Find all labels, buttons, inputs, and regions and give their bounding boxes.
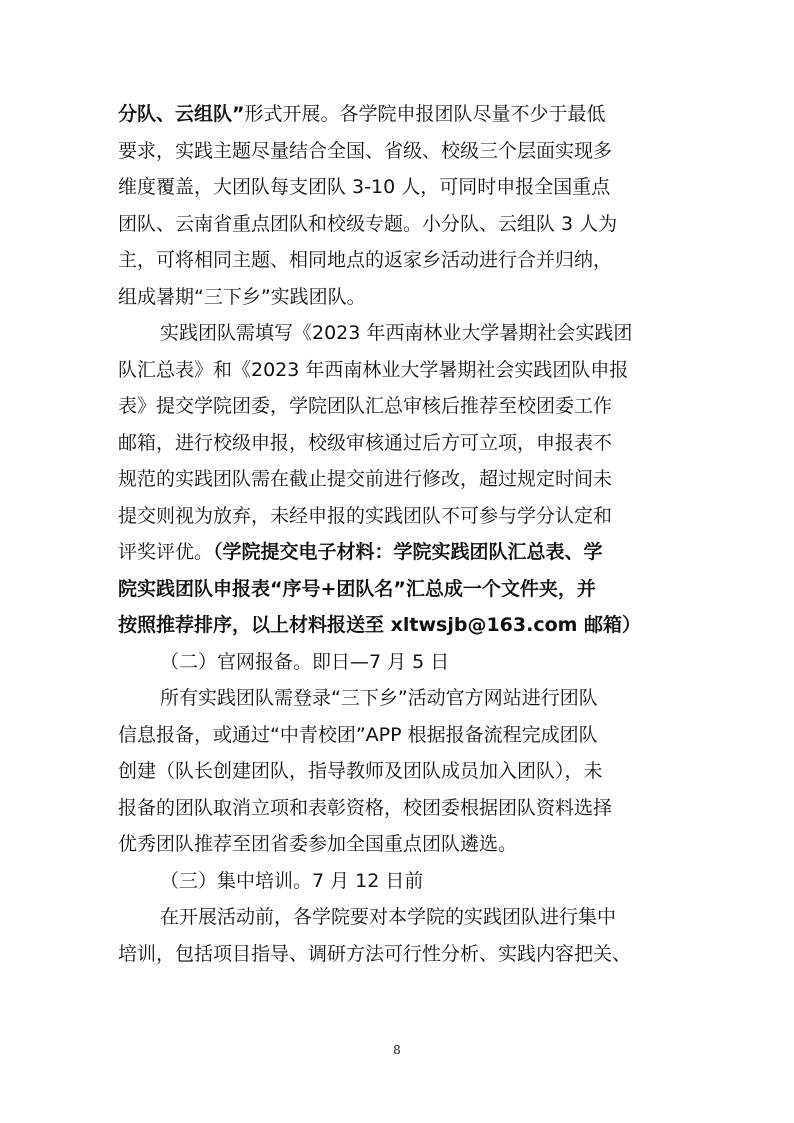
text-line — [118, 283, 678, 311]
section-heading — [160, 648, 678, 676]
text-segment: 评奖评优。 — [118, 541, 214, 563]
text-line — [118, 210, 678, 238]
text-segment: 所有实践团队需登录“三下乡”活动官方网站进行团队 — [160, 687, 598, 709]
text-line — [118, 538, 678, 566]
text-line — [118, 502, 678, 530]
text-segment: 形式开展。各学院申报团队尽量不少于最低 — [244, 103, 606, 125]
text-line — [118, 611, 678, 639]
text-segment: 报备的团队取消立项和表彰资格，校团委根据团队资料选择 — [118, 797, 613, 819]
text-segment: 创建（队长创建团队，指导教师及团队成员加入团队），未 — [118, 760, 603, 782]
text-line — [118, 757, 678, 785]
text-segment: 提交则视为放弃，未经申报的实践团队不可参与学分认定和 — [118, 505, 613, 527]
text-segment: 团队、云南省重点团队和校级专题。小分队、云组队 3 人为 — [118, 213, 618, 235]
text-line — [118, 100, 678, 128]
text-line — [160, 319, 678, 347]
text-line — [118, 392, 678, 420]
text-segment: 队汇总表》和《2023 年西南林业大学暑期社会实践团队申报 — [118, 359, 629, 381]
page-number: 8 — [393, 1043, 401, 1057]
text-line — [118, 246, 678, 274]
text-segment: 组成暑期“三下乡”实践团队。 — [118, 286, 366, 308]
text-line — [118, 356, 678, 384]
text-line — [118, 575, 678, 603]
text-segment: （二）官网报备。即日—7 月 5 日 — [160, 651, 450, 673]
text-segment: 规范的实践团队需在截止提交前进行修改，超过规定时间未 — [118, 468, 613, 490]
text-segment: 优秀团队推荐至团省委参加全国重点团队遴选。 — [118, 833, 518, 855]
text-line — [118, 429, 678, 457]
text-segment: 信息报备，或通过“中青校团”APP 根据报备流程完成团队 — [118, 724, 598, 746]
text-segment: 在开展活动前，各学院要对本学院的实践团队进行集中 — [160, 906, 617, 928]
text-line — [160, 684, 678, 712]
text-line — [118, 794, 678, 822]
text-line — [118, 721, 678, 749]
text-segment: 要求，实践主题尽量结合全国、省级、校级三个层面实现多 — [118, 140, 613, 162]
text-line — [118, 940, 678, 968]
text-segment: 表》提交学院团委，学院团队汇总审核后推荐至校团委工作 — [118, 395, 613, 417]
text-line — [160, 903, 678, 931]
text-segment: 实践团队需填写《2023 年西南林业大学暑期社会实践团 — [160, 322, 633, 344]
bold-segment: 按照推荐排序，以上材料报送至 xltwsjb@163.com 邮箱） — [118, 614, 642, 636]
text-line — [118, 830, 678, 858]
text-segment: 培训，包括项目指导、调研方法可行性分析、实践内容把关、 — [118, 943, 632, 965]
bold-segment: 院实践团队申报表“序号+团队名”汇总成一个文件夹，并 — [118, 578, 596, 600]
text-segment: （三）集中培训。7 月 12 日前 — [160, 870, 424, 892]
text-segment: 维度覆盖，大团队每支团队 3-10 人，可同时申报全国重点 — [118, 176, 611, 198]
bold-segment: 分队、云组队” — [118, 103, 245, 125]
text-line — [118, 137, 678, 165]
section-heading — [160, 867, 678, 895]
text-line — [118, 173, 678, 201]
text-line — [118, 465, 678, 493]
bold-segment: （学院提交电子材料：学院实践团队汇总表、学 — [213, 541, 603, 563]
text-segment: 主，可将相同主题、相同地点的返家乡活动进行合并归纳， — [118, 249, 613, 271]
text-segment: 邮箱，进行校级申报，校级审核通过后方可立项，申报表不 — [118, 432, 613, 454]
